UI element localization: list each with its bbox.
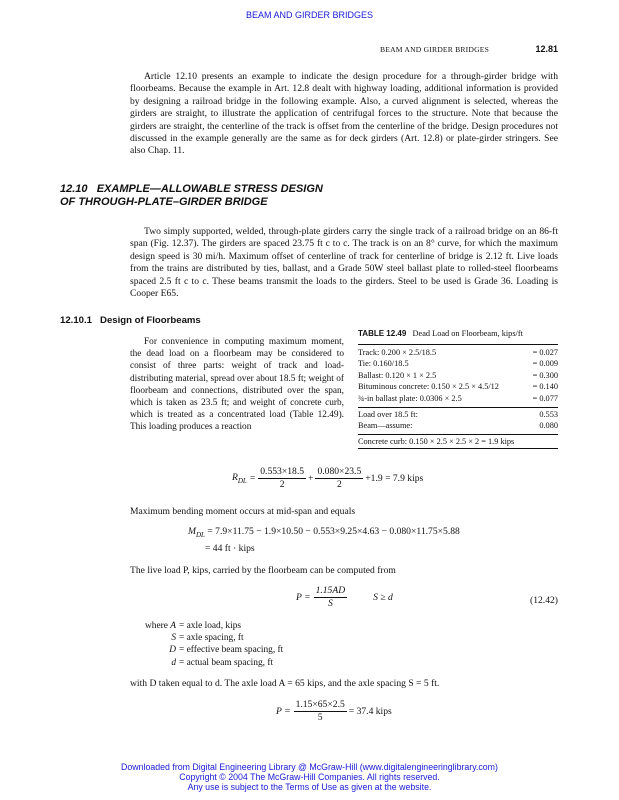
table-row — [358, 370, 558, 382]
footer-copyright: Copyright © 2004 The McGraw-Hill Companies. All rights reserved. — [179, 772, 440, 783]
variable-definition — [130, 632, 283, 644]
eq-rdl-fraction-2: $\frac{0.080\times 23.5}{2}$ — [317, 466, 362, 490]
table-cell-value: = 0.077 — [532, 393, 558, 403]
table-cell-item: Bituminous concrete: 0.150 × 2.5 × 4.5/12 — [358, 382, 499, 392]
variable-meaning: = actual beam spacing, ft — [179, 657, 274, 668]
table-rule-mid — [358, 407, 558, 408]
table-cell-item: Tie: 0.160/18.5 — [358, 359, 409, 369]
text-live-load: The live load P, kips, carried by the floorbeam can be computed from — [130, 565, 396, 576]
section-heading-line1: 12.10 EXAMPLE—ALLOWABLE STRESS DESIGN — [60, 183, 323, 195]
variable-symbol: where A — [145, 621, 176, 631]
subsection-heading: 12.10.1 Design of Floorbeams — [60, 315, 201, 326]
table-row — [358, 381, 558, 393]
table-cell-item: Ballast: 0.120 × 1 × 2.5 — [358, 370, 437, 380]
dead-load-table — [358, 328, 558, 449]
variable-meaning: = axle spacing, ft — [179, 633, 244, 644]
table-cell-value: 0.080 — [539, 421, 558, 431]
footer-download-link[interactable]: Downloaded from Digital Engineering Library @ McGraw-Hill (www.digitalengineeringlibrary.com) — [121, 762, 498, 772]
table-caption: TABLE 12.49 Dead Load on Floorbeam, kips/ft — [358, 329, 523, 338]
equation-number: (12.42) — [530, 595, 558, 606]
eq-p-condition: S ≥ d — [373, 592, 393, 603]
table-cell-item: ¾-in ballast plate: 0.0306 × 2.5 — [358, 393, 462, 403]
eq-rdl-lhs: $R_{DL}$ — [232, 472, 247, 485]
variable-definition — [130, 644, 283, 656]
eq-rdl-tail: +1.9 = 7.9 kips — [365, 473, 424, 484]
table-curb-row: Concrete curb: 0.150 × 2.5 × 2.5 × 2 = 1.9 kips — [358, 436, 515, 446]
top-banner: BEAM AND GIRDER BRIDGES — [245, 10, 374, 20]
table-cell-item: Track: 0.200 × 2.5/18.5 — [358, 347, 437, 357]
table-row — [358, 358, 558, 370]
section-heading-line2: OF THROUGH-PLATE–GIRDER BRIDGE — [60, 196, 268, 208]
running-header — [380, 44, 558, 54]
eq-p2-tail: = 37.4 kips — [348, 706, 392, 717]
eq-p2-fraction: $\frac{1.15\times 65\times 2.5}{5}$ — [295, 699, 345, 723]
page-number: 12.81 — [535, 44, 558, 54]
table-cell-value: = 0.009 — [532, 359, 558, 369]
variable-symbol: S — [171, 633, 176, 644]
table-row — [358, 393, 558, 405]
variable-meaning: = effective beam spacing, ft — [179, 645, 284, 656]
table-cell-item: Beam—assume: — [358, 421, 413, 431]
equation-rdl: $R_{DL}$ = $\frac{0.553\times 18.5}{2}$ + $\frac{0.080\times 23.5}{2}$ +1.9 = 7.9 kips — [232, 466, 424, 490]
table-cell-value: 0.553 — [539, 409, 558, 419]
table-cell-item: Load over 18.5 ft: — [358, 409, 418, 419]
equation-p-result — [276, 699, 392, 724]
footer — [0, 762, 619, 793]
table-rule-top — [358, 344, 558, 345]
subsection-paragraph: For convenience in computing maximum moment, the dead load on a floorbeam may be considered to consist of three parts: weight of track and load-distributing material, spread over about 18.5 ft; weight of floorbeam and connections, distributed over the span, which is taken as 23.5 ft; and weight of concrete curb, which is treated as a concentrated load (Table 12.49). This loading produces a reaction — [130, 337, 344, 433]
eq-mdl-line2: = 44 ft · kips — [205, 542, 255, 554]
table-row — [358, 347, 558, 359]
table-cell-value: = 0.027 — [532, 347, 558, 357]
running-header-title: BEAM AND GIRDER BRIDGES — [380, 45, 490, 54]
variable-definition — [130, 620, 283, 632]
text-moment: Maximum bending moment occurs at mid-span and equals — [130, 506, 356, 517]
eq-rdl-fraction-1: $\frac{0.553\times 18.5}{2}$ — [260, 466, 305, 490]
eq-p2-lhs: P = — [276, 706, 291, 717]
variable-symbol: D — [169, 645, 176, 656]
table-cell-value: = 0.140 — [532, 382, 558, 392]
table-totals — [358, 409, 558, 432]
text-with-d: with D taken equal to d. The axle load A = 65 kips, and the axle spacing S = 5 ft. — [130, 678, 440, 689]
table-total-row — [358, 409, 558, 421]
section-heading — [60, 183, 560, 209]
table-rule-curb — [358, 434, 558, 435]
eq-p-lhs: P = — [296, 592, 311, 603]
equation-mdl — [188, 525, 460, 556]
intro-paragraph: Article 12.10 presents an example to indicate the design procedure for a through-girder bridge with floorbeams. Because the example in Art. 12.8 dealt with highway loading, additional information is provided by designing a railroad bridge in the following example. Also, a curved alignment is selected, whereas the girders are straight, to illustrate the application of centrifugal forces to the structure. Note that because the girders are straight, the centerline of the track is offset from the centerline of the bridge. Design procedures not discussed in the example generally are the same as for deck girders (Art. 12.8) or plate-girder stringers. See also Chap. 11. — [130, 71, 558, 157]
section-paragraph: Two simply supported, welded, through-plate girders carry the single track of a railroad bridge on an 86-ft span (Fig. 12.37). The girders are spaced 23.75 ft c to c. The track is on an 8° curve, for which the maximum design speed is 30 mi/h. Maximum offset of centerline of track for centerline of bridge is 2.12 ft. Live loads from the trains are distributed by ties, ballast, and a Grade 50W steel ballast plate to rolled-steel floorbeams spaced 2.5 ft c to c. These beams transmit the loads to the girders. Steel to be used is Grade 36. Loading is Cooper E65. — [130, 226, 558, 300]
variable-meaning: = axle load, kips — [179, 621, 242, 631]
table-total-row — [358, 420, 558, 432]
variable-definition — [130, 657, 283, 669]
table-cell-value: = 0.300 — [532, 370, 558, 380]
eq-mdl-line1: $M_{DL} = 7.9\times 11.75 - 1.9\times 10.50 - 0.553\times 9.25\times 4.63 - 0.080\times 11.75\times 5.88$ — [188, 526, 460, 539]
eq-p-fraction: $\frac{1.15AD}{S}$ — [315, 585, 346, 609]
table-rule-bottom — [358, 448, 558, 449]
table-body — [358, 347, 558, 405]
equation-12-42 — [296, 585, 393, 610]
variable-definitions — [130, 620, 283, 669]
variable-symbol: d — [171, 657, 176, 668]
footer-terms-link[interactable]: Any use is subject to the Terms of Use as given at the website. — [187, 782, 432, 793]
